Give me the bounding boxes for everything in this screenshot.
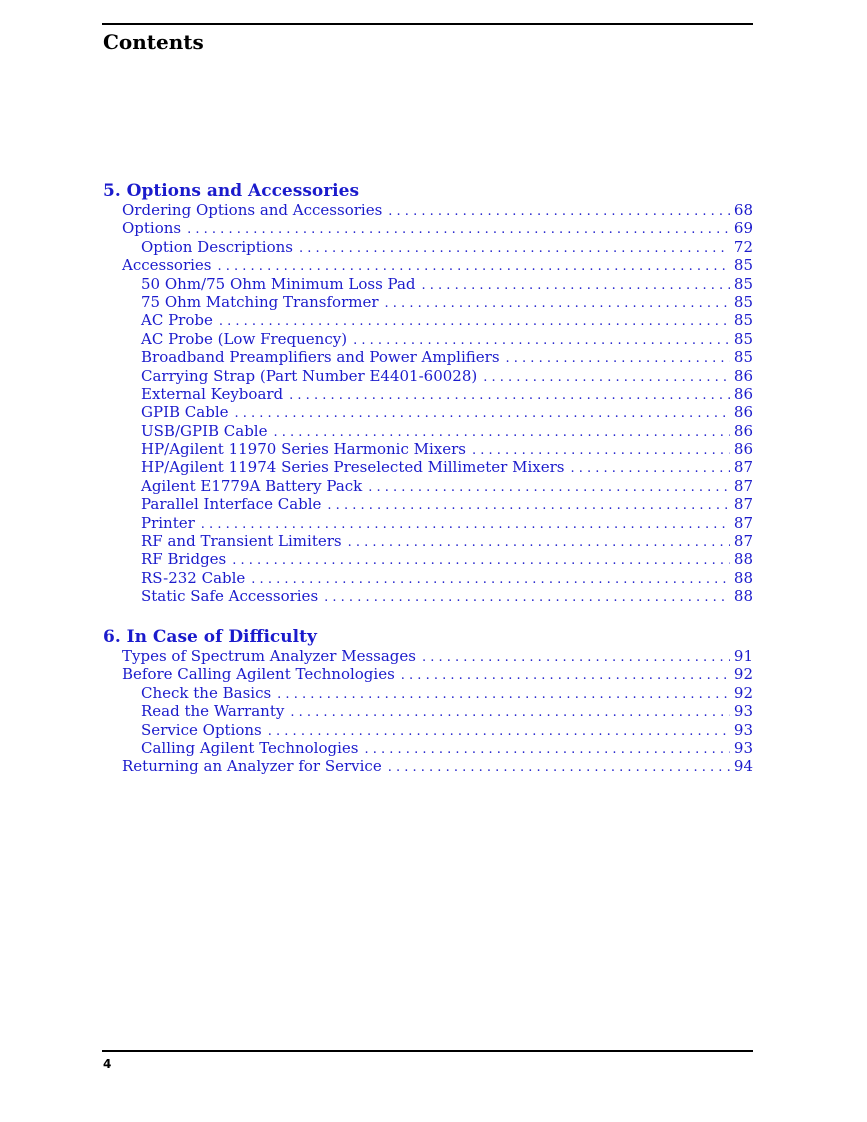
page-title: Contents	[103, 30, 204, 54]
dot-leader	[401, 667, 730, 685]
toc-entry-link[interactable]	[103, 256, 753, 274]
toc-entry-title: RF Bridges	[141, 550, 227, 569]
toc-entry-page-number: 87	[733, 495, 753, 514]
toc-entry-link[interactable]	[103, 739, 753, 757]
toc-entry-page-number: 86	[733, 384, 753, 403]
toc-entry-page-number: 92	[733, 665, 753, 684]
toc-entry-title: RF and Transient Limiters	[141, 532, 342, 551]
toc-entry-page-number: 72	[733, 237, 753, 256]
dot-leader	[348, 534, 730, 552]
dot-leader	[385, 295, 730, 313]
toc-entry-page-number: 86	[733, 403, 753, 422]
dot-leader	[232, 552, 730, 570]
bottom-rule	[102, 1050, 753, 1052]
toc-entry-title: Carrying Strap (Part Number E4401-60028)	[141, 366, 478, 385]
toc-entry-title: Check the Basics	[141, 683, 272, 702]
toc-entry-page-number: 92	[733, 683, 753, 702]
toc-entry-link[interactable]	[103, 458, 753, 476]
chapter-section	[103, 181, 753, 606]
toc-entry-page-number: 88	[733, 568, 753, 587]
dot-leader	[277, 686, 730, 704]
toc-entry-list	[103, 647, 753, 776]
dot-leader	[506, 350, 730, 368]
toc-entry-page-number: 93	[733, 720, 753, 739]
toc-entry-page-number: 88	[733, 550, 753, 569]
toc-entry-title: HP/Agilent 11974 Series Preselected Millimeter Mixers	[141, 458, 565, 477]
toc-entry-link[interactable]	[103, 684, 753, 702]
toc-entry-link[interactable]	[103, 702, 753, 720]
dot-leader	[289, 387, 730, 405]
chapter-heading-link[interactable]: 6. In Case of Difficulty	[103, 627, 317, 647]
dot-leader	[388, 203, 730, 221]
toc-entry-link[interactable]	[103, 422, 753, 440]
toc-entry-page-number: 94	[733, 757, 753, 776]
dot-leader	[422, 649, 730, 667]
toc-entry-link[interactable]	[103, 514, 753, 532]
toc-entry-title: USB/GPIB Cable	[141, 421, 268, 440]
toc-entry-link[interactable]	[103, 330, 753, 348]
toc-entry-page-number: 87	[733, 513, 753, 532]
toc-entry-list	[103, 201, 753, 606]
toc-entry-link[interactable]	[103, 569, 753, 587]
toc-entry-title: External Keyboard	[141, 384, 284, 403]
toc-entry-title: Broadband Preamplifiers and Power Amplifiers	[141, 348, 500, 367]
toc-entry-title: RS-232 Cable	[141, 568, 246, 587]
toc-entry-page-number: 93	[733, 702, 753, 721]
toc-entry-page-number: 87	[733, 476, 753, 495]
chapter-section	[103, 627, 753, 776]
toc-entry-link[interactable]	[103, 403, 753, 421]
toc-entry-title: Calling Agilent Technologies	[141, 738, 359, 757]
toc-entry-link[interactable]	[103, 311, 753, 329]
toc-entry-title: AC Probe (Low Frequency)	[141, 329, 348, 348]
toc-entry-link[interactable]	[103, 495, 753, 513]
dot-leader	[324, 589, 730, 607]
toc-entry-link[interactable]	[103, 367, 753, 385]
toc-entry-page-number: 68	[733, 201, 753, 219]
toc-entry-title: Types of Spectrum Analyzer Messages	[122, 647, 416, 665]
toc-entry-title: Option Descriptions	[141, 237, 293, 256]
toc-entry-link[interactable]	[103, 550, 753, 568]
toc-entry-page-number: 85	[733, 329, 753, 348]
dot-leader	[388, 759, 730, 777]
toc-entry-link[interactable]	[103, 665, 753, 683]
toc-entry-link[interactable]	[103, 385, 753, 403]
toc-entry-title: Options	[122, 219, 182, 238]
dot-leader	[299, 240, 730, 258]
toc-entry-title: Returning an Analyzer for Service	[122, 757, 382, 776]
toc-entry-page-number: 88	[733, 587, 753, 606]
dot-leader	[235, 405, 730, 423]
toc-entry-link[interactable]	[103, 477, 753, 495]
dot-leader	[483, 369, 730, 387]
toc-entry-link[interactable]	[103, 532, 753, 550]
toc-entry-page-number: 69	[733, 219, 753, 238]
toc-entry-title: Before Calling Agilent Technologies	[122, 665, 395, 684]
toc-entry-title: 50 Ohm/75 Ohm Minimum Loss Pad	[141, 274, 416, 293]
toc-entry-link[interactable]	[103, 721, 753, 739]
toc-entry-page-number: 86	[733, 440, 753, 459]
toc-entry-page-number: 87	[733, 458, 753, 477]
toc-entry-link[interactable]	[103, 238, 753, 256]
chapter-heading-link[interactable]: 5. Options and Accessories	[103, 181, 360, 201]
dot-leader	[251, 571, 730, 589]
toc-entry-page-number: 86	[733, 366, 753, 385]
toc-entry-link[interactable]	[103, 757, 753, 775]
toc-entry-title: Agilent E1779A Battery Pack	[141, 476, 363, 495]
toc-entry-page-number: 86	[733, 421, 753, 440]
toc-entry-title: 75 Ohm Matching Transformer	[141, 292, 379, 311]
toc-entry-title: Static Safe Accessories	[141, 587, 319, 606]
dot-leader	[364, 741, 729, 759]
dot-leader	[327, 497, 729, 515]
toc-entry-link[interactable]	[103, 587, 753, 605]
toc-entry-page-number: 85	[733, 256, 753, 275]
dot-leader	[290, 704, 730, 722]
toc-entry-link[interactable]	[103, 440, 753, 458]
dot-leader	[368, 479, 730, 497]
toc-entry-page-number: 85	[733, 311, 753, 330]
toc-entry-page-number: 93	[733, 738, 753, 757]
dot-leader	[570, 460, 729, 478]
page-number: 4	[103, 1057, 112, 1071]
toc-entry-title: Service Options	[141, 720, 262, 739]
toc-entry-title: HP/Agilent 11970 Series Harmonic Mixers	[141, 440, 466, 459]
toc-entry-link[interactable]	[103, 293, 753, 311]
toc-entry-link[interactable]	[103, 201, 753, 219]
toc-entry-title: AC Probe	[141, 311, 213, 330]
toc-entry-page-number: 91	[733, 647, 753, 665]
dot-leader	[422, 277, 730, 295]
top-rule	[102, 23, 753, 25]
toc-entry-title: Printer	[141, 513, 195, 532]
toc-entry-link[interactable]	[103, 348, 753, 366]
toc-entry-title: Ordering Options and Accessories	[122, 201, 383, 219]
toc-entry-page-number: 87	[733, 532, 753, 551]
toc-entry-title: Accessories	[122, 256, 212, 275]
toc-entry-page-number: 85	[733, 292, 753, 311]
toc-entry-link[interactable]	[103, 275, 753, 293]
toc-entry-link[interactable]	[103, 647, 753, 665]
toc-entry-title: Read the Warranty	[141, 702, 285, 721]
toc-entry-title: Parallel Interface Cable	[141, 495, 322, 514]
toc-entry-title: GPIB Cable	[141, 403, 229, 422]
toc-entry-page-number: 85	[733, 274, 753, 293]
toc-entry-link[interactable]	[103, 219, 753, 237]
toc-entry-page-number: 85	[733, 348, 753, 367]
